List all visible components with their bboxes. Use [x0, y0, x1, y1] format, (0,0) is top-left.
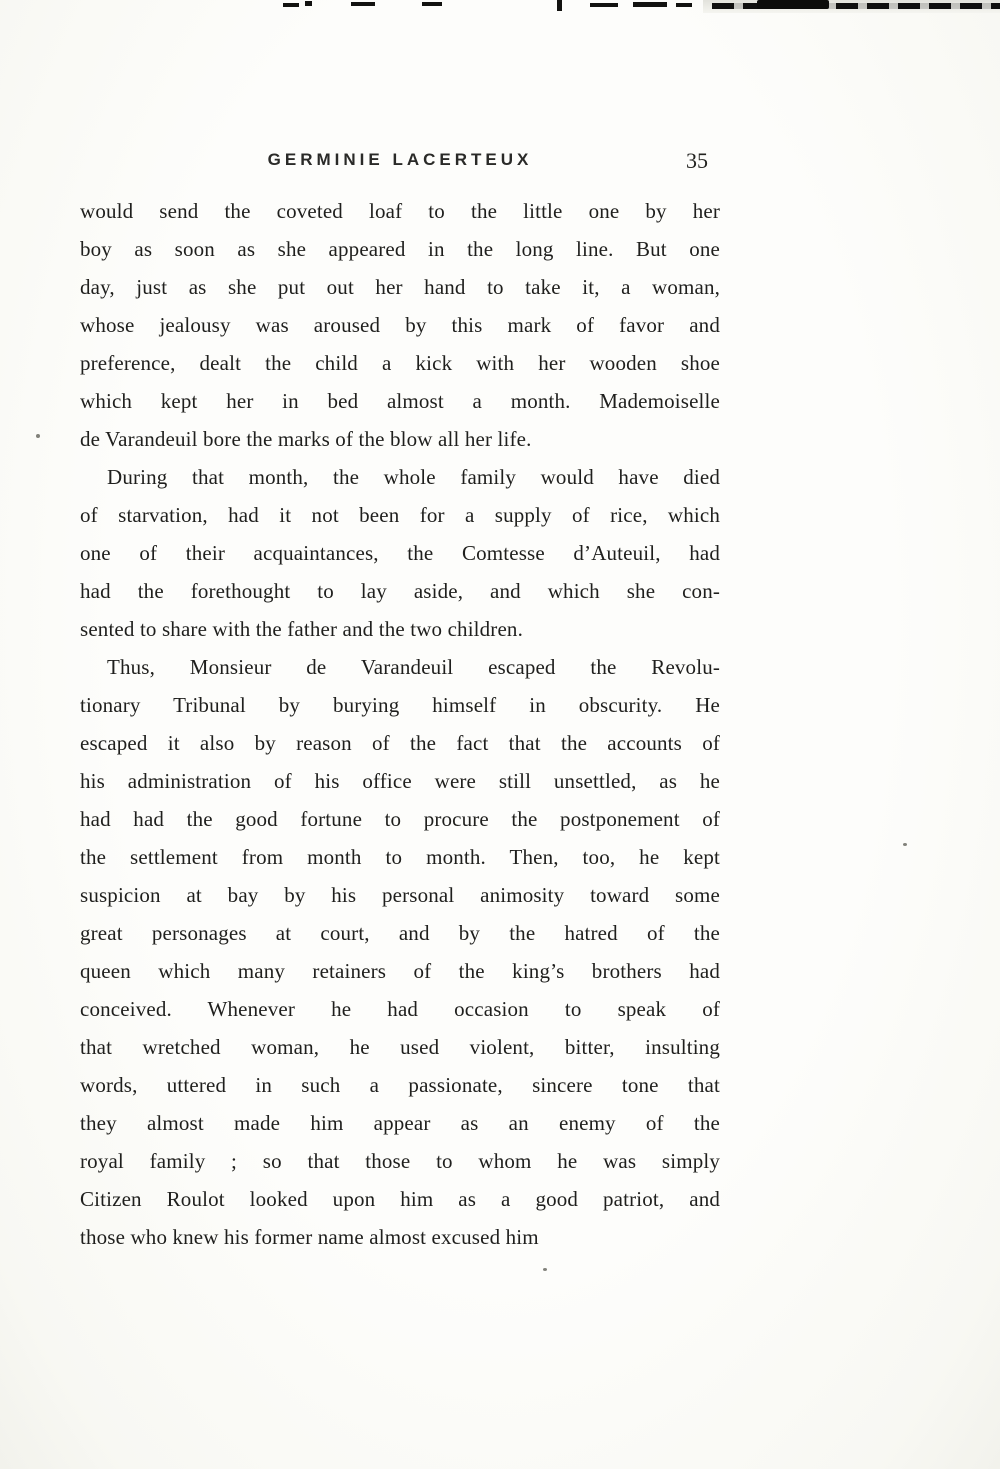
- text-line: de Varandeuil bore the marks of the blow all her life.: [80, 427, 532, 451]
- text-line: had the forethought to lay aside, and which she con-: [80, 579, 720, 603]
- scan-artifact: [305, 1, 312, 6]
- text-line: that wretched woman, he used violent, bitter, insulting: [80, 1035, 720, 1059]
- text-line: preference, dealt the child a kick with her wooden shoe: [80, 351, 720, 375]
- text-line: words, uttered in such a passionate, sincere tone that: [80, 1073, 720, 1097]
- text-line: suspicion at bay by his personal animosity toward some: [80, 883, 720, 907]
- scan-artifact: [590, 3, 618, 7]
- text-line: tionary Tribunal by burying himself in obscurity. He: [80, 693, 720, 717]
- text-line: queen which many retainers of the king’s brothers had: [80, 959, 720, 983]
- scan-artifact: [757, 0, 829, 9]
- text-line: they almost made him appear as an enemy of the: [80, 1111, 720, 1135]
- text-line: boy as soon as she appeared in the long line. But one: [80, 237, 720, 261]
- paragraph: [80, 192, 720, 458]
- text-line: royal family ; so that those to whom he was simply: [80, 1149, 720, 1173]
- page-header: [80, 150, 720, 180]
- scan-artifact: [676, 3, 692, 7]
- text-line: of starvation, had it not been for a supply of rice, which: [80, 503, 720, 527]
- text-line: conceived. Whenever he had occasion to speak of: [80, 997, 720, 1021]
- text-line: Citizen Roulot looked upon him as a good patriot, and: [80, 1187, 720, 1211]
- scan-artifact: [633, 2, 667, 7]
- ink-speck: [543, 1268, 547, 1271]
- page-body: [80, 192, 720, 1256]
- page-number: 35: [686, 148, 708, 173]
- text-line: escaped it also by reason of the fact that the accounts of: [80, 731, 720, 755]
- text-line: one of their acquaintances, the Comtesse d’Auteuil, had: [80, 541, 720, 565]
- text-line: those who knew his former name almost excused him: [80, 1225, 539, 1249]
- paragraph: [80, 458, 720, 648]
- scan-artifact: [712, 3, 1000, 9]
- text-line: which kept her in bed almost a month. Mademoiselle: [80, 389, 720, 413]
- text-line: his administration of his office were still unsettled, as he: [80, 769, 720, 793]
- ink-speck: [903, 843, 907, 846]
- text-line: great personages at court, and by the hatred of the: [80, 921, 720, 945]
- text-line: During that month, the whole family would have died: [107, 465, 720, 489]
- text-line: the settlement from month to month. Then, too, he kept: [80, 845, 720, 869]
- scan-artifact: [422, 2, 442, 6]
- running-title: GERMINIE LACERTEUX: [267, 150, 533, 169]
- scan-artifact: [283, 3, 299, 7]
- ink-speck: [36, 434, 40, 438]
- text-line: sented to share with the father and the two children.: [80, 617, 523, 641]
- scan-artifact: [557, 0, 562, 11]
- paragraph: [80, 648, 720, 1256]
- text-line: Thus, Monsieur de Varandeuil escaped the Revolu-: [107, 655, 720, 679]
- text-line: would send the coveted loaf to the little one by her: [80, 199, 720, 223]
- text-line: whose jealousy was aroused by this mark of favor and: [80, 313, 720, 337]
- text-line: had had the good fortune to procure the postponement of: [80, 807, 720, 831]
- scan-artifact: [351, 2, 375, 6]
- text-line: day, just as she put out her hand to take it, a woman,: [80, 275, 720, 299]
